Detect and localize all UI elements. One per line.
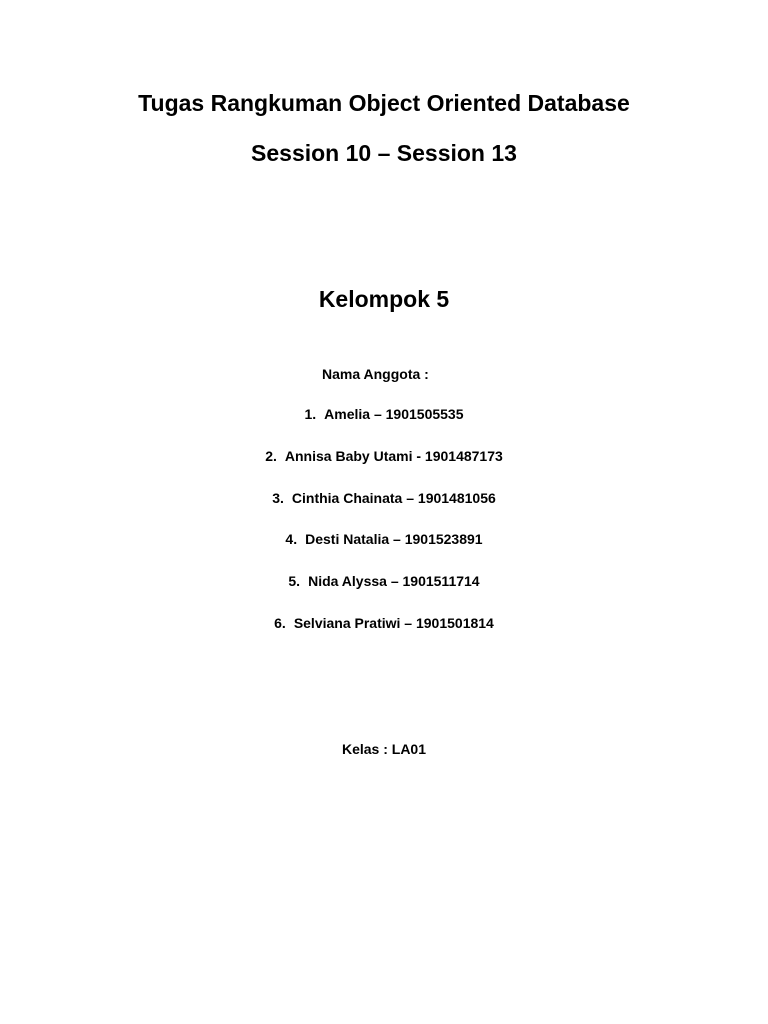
- member-item: [0, 615, 768, 631]
- member-text: Annisa Baby Utami - 1901487173: [284, 448, 503, 464]
- member-number: 6.: [274, 615, 286, 631]
- member-number: 2.: [265, 448, 277, 464]
- group-title: Kelompok 5: [318, 286, 450, 312]
- member-text: Cinthia Chainata – 1901481056: [291, 490, 496, 506]
- member-number: 4.: [285, 531, 298, 547]
- member-number: 1.: [304, 406, 317, 422]
- member-item: [0, 573, 768, 589]
- document-title: Tugas Rangkuman Object Oriented Database: [138, 90, 630, 116]
- members-label: Nama Anggota :: [322, 366, 429, 382]
- member-text: Selviana Pratiwi – 1901501814: [293, 615, 494, 631]
- member-text: Amelia – 1901505535: [324, 406, 464, 422]
- document-subtitle: Session 10 – Session 13: [251, 140, 517, 166]
- member-item: [0, 490, 768, 506]
- member-text: Nida Alyssa – 1901511714: [308, 573, 480, 589]
- member-item: [0, 448, 768, 464]
- member-number: 5.: [288, 573, 301, 589]
- member-item: [0, 531, 768, 547]
- member-text: Desti Natalia – 1901523891: [305, 531, 483, 547]
- member-number: 3.: [272, 490, 284, 506]
- member-item: [0, 406, 768, 422]
- class-info: Kelas : LA01: [341, 741, 427, 757]
